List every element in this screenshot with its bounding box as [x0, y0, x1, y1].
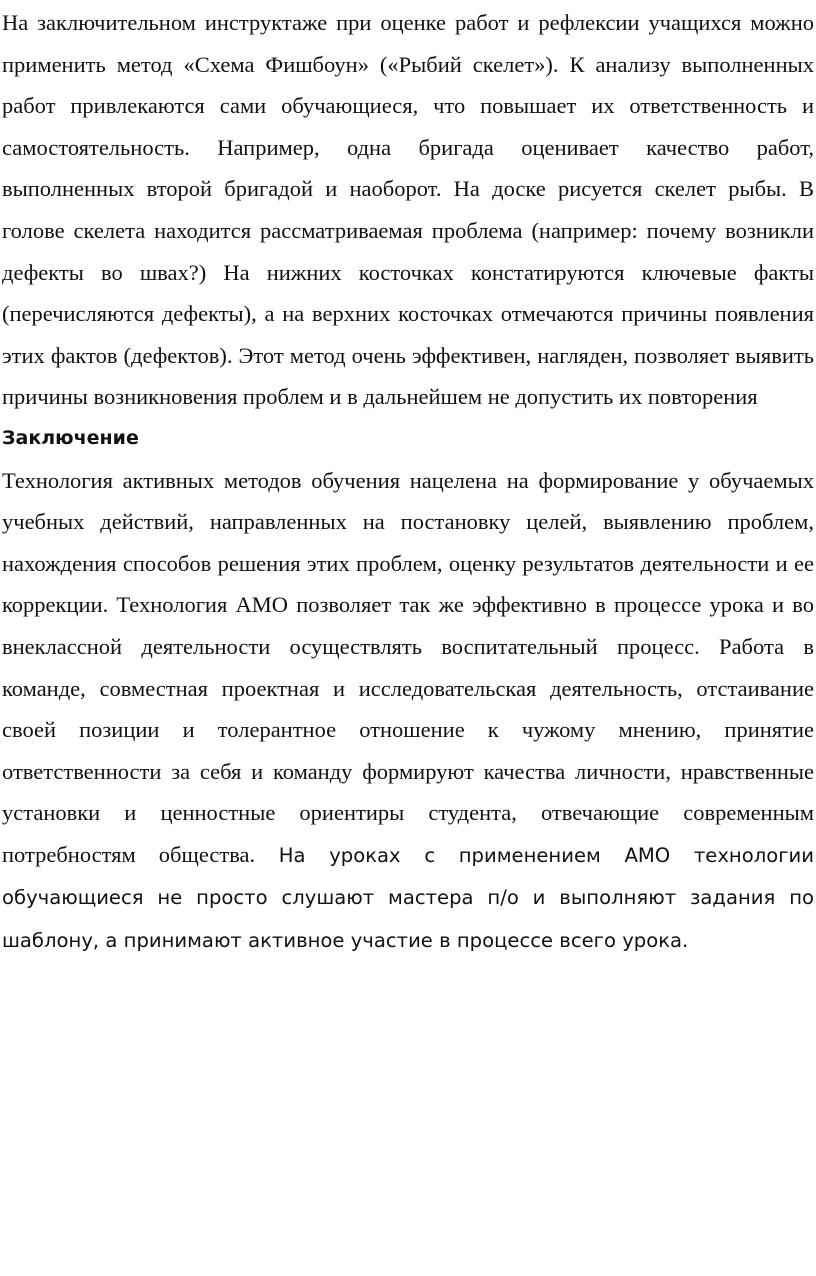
conclusion-paragraph — [0, 460, 814, 962]
fishbone-method-paragraph: На заключительном инструктаже при оценке работ и рефлексии учащихся можно применить метод «Схема Фишбоун» («Рыбий скелет»). К анализу выполненных работ привлекаются сами обучающиеся, что повышает их ответственность и самостоятельность. Например, одна бригада оценивает качество работ, выполненных второй бригадой и наоборот. На доске рисуется скелет рыбы. В голове скелета находится рассматриваемая проблема (например: почему возникли дефекты во швах?) На нижних косточках констатируются ключевые факты (перечисляются дефекты), а на верхних косточках отмечаются причины появления этих фактов (дефектов). Этот метод очень эффективен, нагляден, позволяет выявить причины возникновения проблем и в дальнейшем не допустить их повторения — [2, 10, 814, 410]
conclusion-heading: Заключение — [2, 426, 139, 449]
conclusion-paragraph-sans-text: На уроках с применением АМО технологии обучающиеся не просто слушают мастера п/о и выполняют задания по шаблону, а принимают активное участие в процессе всего урока. — [2, 843, 814, 953]
conclusion-paragraph-serif-text: Технология активных методов обучения нацелена на формирование у обучаемых учебных действий, направленных на постановку целей, выявлению проблем, нахождения способов решения этих проблем, оценку результатов деятельности и ее коррекции. Технология АМО позволяет так же эффективно в процессе урока и во внеклассной деятельности осуществлять воспитательный процесс. Работа в команде, совместная проектная и исследовательская деятельность, отстаивание своей позиции и толерантное отношение к чужому мнению, принятие ответственности за себя и команду формируют качества личности, нравственные установки и ценностные ориентиры студента, отвечающие современным потребностям общества. — [2, 467, 814, 867]
